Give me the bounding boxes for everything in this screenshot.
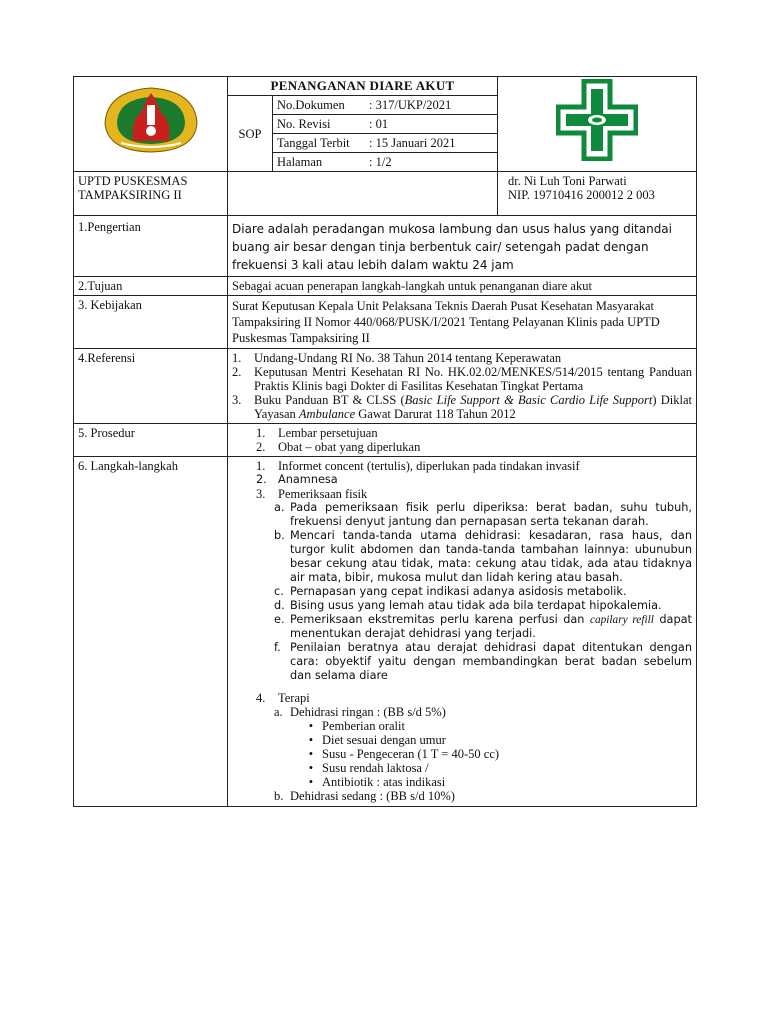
document-title: PENANGANAN DIARE AKUT xyxy=(228,77,498,96)
ref-text-part: ) Diklat Yayasan xyxy=(254,393,693,421)
bullet-text: Susu rendah laktosa / xyxy=(322,761,429,775)
item-number: 3. xyxy=(256,487,266,501)
kebijakan-label: 3. Kebijakan xyxy=(74,296,228,349)
sub-letter: f. xyxy=(274,641,281,654)
bullet-icon: • xyxy=(308,747,314,761)
item-text: Informet concent (tertulis), diperlukan pada tindakan invasif xyxy=(278,459,580,473)
organization-name xyxy=(74,172,228,216)
bullet-text: Pemberian oralit xyxy=(322,719,405,733)
bullet-icon: • xyxy=(308,761,314,775)
org-line-2: TAMPAKSIRING II xyxy=(78,188,182,202)
sub-item xyxy=(274,613,692,641)
sub-text-part: dapat menentukan derajat dehidrasi yang terjadi. xyxy=(290,613,692,640)
meta-label: Tanggal Terbit xyxy=(277,136,350,150)
sop-label: SOP xyxy=(228,96,273,172)
sub-text xyxy=(290,613,692,641)
sub-letter: e. xyxy=(274,613,285,626)
signer-block xyxy=(498,172,697,216)
bullet-icon: • xyxy=(308,733,314,747)
sub-letter: b. xyxy=(274,529,285,542)
bullet-item xyxy=(300,761,692,775)
sub-text: Bising usus yang lemah atau tidak ada bila terdapat hipokalemia. xyxy=(290,599,662,612)
item-text: Obat – obat yang diperlukan xyxy=(278,440,421,454)
referensi-list xyxy=(228,349,697,424)
org-line-1: UPTD PUSKESMAS xyxy=(78,174,188,188)
sub-text: Dehidrasi sedang : (BB s/d 10%) xyxy=(290,789,455,803)
sub-text: Dehidrasi ringan : (BB s/d 5%) xyxy=(290,705,446,719)
prosedur-label: 5. Prosedur xyxy=(74,424,228,457)
prosedur-list xyxy=(228,424,697,457)
list-item xyxy=(256,426,692,440)
pemeriksaan-list xyxy=(228,501,692,683)
sub-text: Pernapasan yang cepat indikasi adanya asidosis metabolik. xyxy=(290,585,627,598)
bullet-item xyxy=(300,719,692,733)
langkah-content xyxy=(228,457,697,807)
item-text: Terapi xyxy=(278,691,310,705)
sub-letter: b. xyxy=(274,789,284,803)
signer-nip: NIP. 19710416 200012 2 003 xyxy=(508,188,655,202)
meta-issue-date xyxy=(273,134,498,153)
list-item xyxy=(256,459,692,473)
bullet-text: Susu - Pengeceran (1 T = 40-50 cc) xyxy=(322,747,500,761)
pengertian-label: 1.Pengertian xyxy=(74,216,228,277)
meta-document-number xyxy=(273,96,498,115)
item-number: 4. xyxy=(256,691,266,705)
ref-text-part: Buku Panduan BT & CLSS ( xyxy=(254,393,405,407)
tujuan-label: 2.Tujuan xyxy=(74,277,228,296)
sub-item xyxy=(274,599,692,613)
sub-text: Mencari tanda-tanda utama dehidrasi: kesadaran, rasa haus, dan turgor kulit abdomen dan tanda-tanda tambahan lainnya: ubunubun besar cekung atau tidak, mata: cekung atau tidak, ada atau tidaknya air mata, bibir, mukosa mulut dan lidah kering atau basah. xyxy=(290,529,693,584)
kebijakan-text: Surat Keputusan Kepala Unit Pelaksana Teknis Daerah Pusat Kesehatan Masyarakat Tampaksiring II Nomor 440/068/PUSK/I/2021 Tentang Pelayanan Klinis pada UPTD Puskesmas Tampaksiring II xyxy=(228,296,697,349)
item-text: Lembar persetujuan xyxy=(278,426,378,440)
item-number: 2. xyxy=(256,473,267,486)
referensi-label: 4.Referensi xyxy=(74,349,228,424)
sub-item xyxy=(274,641,692,683)
item-number: 1. xyxy=(232,351,242,365)
meta-label: No.Dokumen xyxy=(277,98,345,112)
bullet-icon: • xyxy=(308,775,314,789)
terapi-list xyxy=(228,705,692,803)
langkah-label: 6. Langkah-langkah xyxy=(74,457,228,807)
list-item xyxy=(256,473,692,487)
list-item xyxy=(232,351,692,365)
meta-value: : 317/UKP/2021 xyxy=(369,98,452,112)
meta-value: : 01 xyxy=(369,117,389,131)
sub-letter: a. xyxy=(274,705,283,719)
list-item xyxy=(256,440,692,454)
left-logo-cell xyxy=(74,77,228,172)
blank-header-cell xyxy=(228,172,498,216)
bullet-icon: • xyxy=(308,719,314,733)
sub-italic-part: capilary refill xyxy=(589,614,654,626)
sub-text: Penilaian beratnya atau derajat dehidrasi dapat ditentukan dengan cara: obyektif yaitu dengan membandingkan berat badan sebelum dan selama diare xyxy=(290,641,693,682)
meta-label: No. Revisi xyxy=(277,117,331,131)
item-text xyxy=(254,393,692,421)
sub-text: Pada pemeriksaan fisik perlu diperiksa: berat badan, suhu tubuh, frekuensi denyut jantung dan pernapasan serta tekanan darah. xyxy=(290,501,693,528)
sop-document-table xyxy=(73,76,697,807)
list-item xyxy=(232,365,692,393)
sub-letter: d. xyxy=(274,599,285,612)
tujuan-text: Sebagai acuan penerapan langkah-langkah untuk penanganan diare akut xyxy=(228,277,697,296)
sub-item xyxy=(274,501,692,529)
sub-item xyxy=(274,705,692,719)
bullet-item xyxy=(300,747,692,761)
item-number: 1. xyxy=(256,459,266,473)
bullet-text: Diet sesuai dengan umur xyxy=(322,733,446,747)
item-number: 2. xyxy=(232,365,242,379)
item-text: Undang-Undang RI No. 38 Tahun 2014 tentang Keperawatan xyxy=(254,351,562,365)
green-cross-logo-icon xyxy=(556,79,638,161)
meta-revision xyxy=(273,115,498,134)
meta-value: : 1/2 xyxy=(369,155,392,169)
bullet-text: Antibiotik : atas indikasi xyxy=(322,775,446,789)
item-text: Pemeriksaan fisik xyxy=(278,487,368,501)
item-text: Keputusan Mentri Kesehatan RI No. HK.02.02/MENKES/514/2015 tentang Panduan Praktis Klinis bagi Dokter di Fasilitas Kesehatan Tingkat Pertama xyxy=(254,365,693,393)
sub-letter: c. xyxy=(274,585,284,598)
item-text: Anamnesa xyxy=(278,473,338,486)
sub-text-part: Pemeriksaan ekstremitas perlu karena perfusi dan xyxy=(290,613,590,626)
list-item xyxy=(232,393,692,421)
signer-name: dr. Ni Luh Toni Parwati xyxy=(508,174,627,188)
list-item xyxy=(256,691,692,705)
meta-value: : 15 Januari 2021 xyxy=(369,136,456,150)
pengertian-text: Diare adalah peradangan mukosa lambung dan usus halus yang ditandai buang air besar dengan tinja berbentuk cair/ setengah padat dengan frekuensi 3 kali atau lebih dalam waktu 24 jam xyxy=(228,216,697,277)
item-number: 2. xyxy=(256,440,266,454)
sub-item xyxy=(274,529,692,585)
ref-text-part: Gawat Darurat 118 Tahun 2012 xyxy=(355,407,516,421)
item-number: 3. xyxy=(232,393,242,407)
ref-italic-part: Ambulance xyxy=(298,407,356,421)
right-logo-cell xyxy=(498,77,697,172)
sub-letter: a. xyxy=(274,501,285,514)
puskesmas-emblem-icon xyxy=(103,85,199,155)
meta-label: Halaman xyxy=(277,155,323,169)
item-number: 1. xyxy=(256,426,266,440)
ref-italic-part: Basic Life Support & Basic Cardio Life Support xyxy=(404,393,653,407)
sub-item xyxy=(274,585,692,599)
list-item xyxy=(256,487,692,501)
sub-item xyxy=(274,789,692,803)
bullet-item xyxy=(300,733,692,747)
meta-page xyxy=(273,153,498,172)
bullet-item xyxy=(300,775,692,789)
